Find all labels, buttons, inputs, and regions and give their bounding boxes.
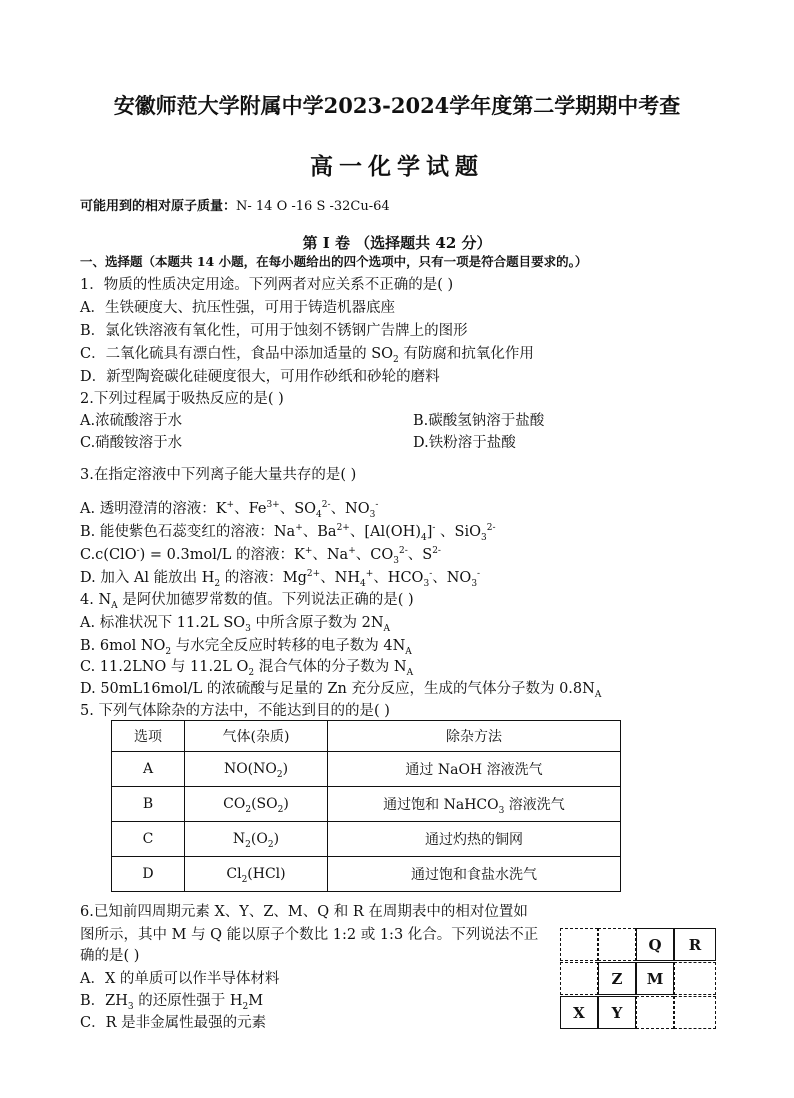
- q6-option-b: B．$ZH_3$ 的还原性强于 $H_2M$: [80, 993, 264, 1012]
- q3-option-d: D. 加入 Al 能放出 $H_2$ 的溶液：$Mg^{2+}$、$NH_4^+$、$HCO_3^-$、$NO_3^-$: [80, 569, 481, 589]
- section-heading: 第 I 卷 （选择题共 42 分）: [302, 234, 492, 252]
- q1-option-b: B．氯化铁溶液有氧化性，可用于蚀刻不锈钢广告牌上的图形: [80, 323, 468, 339]
- pt-cell-z: Z: [598, 962, 636, 995]
- q1-option-d: D．新型陶瓷碳化硅硬度很大，可用作砂纸和砂轮的磨料: [80, 369, 440, 385]
- q4-option-b: B. 6mol $NO_2$ 与水完全反应时转移的电子数为 $4N_A$: [80, 638, 412, 657]
- q4-option-d: D. 50mL16mol/L 的浓硫酸与足量的 Zn 充分反应，生成的气体分子数为 $0.8N_A$: [80, 681, 602, 700]
- table-cell: $N_2(O_2)$: [185, 822, 328, 857]
- atomic-mass-label: 可能用到的相对原子质量：: [80, 199, 237, 214]
- q4-stem: 4. $N_A$ 是阿伏加德罗常数的值。下列说法正确的是( ): [80, 592, 414, 611]
- pt-empty-cell: [674, 996, 716, 1029]
- pt-cell-r: R: [674, 928, 716, 961]
- table-row: [112, 787, 621, 822]
- q4-option-c: C. 11.2LNO 与 11.2L $O_2$ 混合气体的分子数为 $N_A$: [80, 659, 414, 678]
- pt-cell-m: M: [636, 962, 674, 995]
- table-header-row: [112, 721, 621, 752]
- q1-c-sub: 2: [393, 354, 399, 365]
- table-header-cell: 气体(杂质): [185, 721, 328, 752]
- pt-empty-cell: [598, 928, 636, 961]
- table-row: [112, 752, 621, 787]
- pt-cell-y: Y: [598, 996, 636, 1029]
- page-title: 安徽师范大学附属中学2023-2024学年度第二学期期中考查: [113, 93, 681, 118]
- table-cell: C: [112, 822, 185, 857]
- q3-stem: 3.在指定溶液中下列离子能大量共存的是( ): [80, 467, 357, 483]
- q6-option-c: C．R 是非金属性最强的元素: [80, 1015, 267, 1031]
- q1-c-text-2: 有防腐和抗氧化作用: [398, 346, 534, 362]
- table-row: [112, 857, 621, 892]
- pt-cell-x: X: [560, 996, 598, 1029]
- q1-option-c: [80, 345, 534, 363]
- q2-stem: 2.下列过程属于吸热反应的是( ): [80, 391, 284, 407]
- atomic-mass-values: N- 14 O -16 S -32Cu-64: [236, 199, 390, 214]
- pt-empty-cell: [560, 962, 598, 995]
- q5-table: [111, 720, 621, 892]
- pt-empty-cell: [636, 996, 674, 1029]
- pt-cell-q: Q: [636, 928, 674, 961]
- table-header-cell: 除杂方法: [328, 721, 621, 752]
- q1-c-text: C．二氧化硫具有漂白性，食品中添加适量的 SO: [80, 346, 394, 362]
- table-cell: 通过 NaOH 溶液洗气: [328, 752, 621, 787]
- table-cell: B: [112, 787, 185, 822]
- atomic-mass-line: [80, 198, 390, 216]
- q3-option-b: B. 能使紫色石蕊变红的溶液：Na+、$Ba^{2+}$、$[Al(OH)_4]^-$ 、SiO$_3^{2-}$: [80, 523, 496, 543]
- q3-option-a: A. 透明澄清的溶液：K+、$Fe^{3+}$、$SO_4^{2-}$、$NO_3^-$: [80, 500, 379, 520]
- q2-option-d: D.铁粉溶于盐酸: [413, 435, 516, 451]
- q6-stem-line1: 6.已知前四周期元素 X、Y、Z、M、Q 和 R 在周期表中的相对位置如: [80, 904, 528, 920]
- table-cell: 通过灼热的铜网: [328, 822, 621, 857]
- q6-stem-line3: 确的是( ): [80, 948, 140, 964]
- pt-empty-cell: [560, 928, 598, 961]
- q2-option-a: A.浓硫酸溶于水: [80, 413, 183, 429]
- table-cell: 通过饱和 NaHCO$_3$ 溶液洗气: [328, 787, 621, 822]
- q1-option-a: A．生铁硬度大、抗压性强，可用于铸造机器底座: [80, 300, 395, 316]
- pt-empty-cell: [674, 962, 716, 995]
- page-subtitle: 高一化学试题: [310, 153, 484, 180]
- table-row: [112, 822, 621, 857]
- q2-option-c: C.硝酸铵溶于水: [80, 435, 183, 451]
- table-cell: $CO_2(SO_2)$: [185, 787, 328, 822]
- table-cell: D: [112, 857, 185, 892]
- q6-stem-line2: 图所示，其中 M 与 Q 能以原子个数比 1:2 或 1:3 化合。下列说法不正: [80, 927, 539, 943]
- q5-stem: 5. 下列气体除杂的方法中，不能达到目的的是( ): [80, 703, 390, 719]
- table-cell: 通过饱和食盐水洗气: [328, 857, 621, 892]
- table-header-cell: 选项: [112, 721, 185, 752]
- table-cell: A: [112, 752, 185, 787]
- q6-option-a: A．X 的单质可以作半导体材料: [80, 971, 280, 987]
- q2-option-b: B.碳酸氢钠溶于盐酸: [413, 413, 545, 429]
- section-instruction: 一、选择题（本题共 14 小题，在每小题给出的四个选项中，只有一项是符合题目要求的。）: [80, 254, 588, 269]
- table-cell: $NO(NO_2)$: [185, 752, 328, 787]
- table-cell: $Cl_2(HCl)$: [185, 857, 328, 892]
- periodic-table-fragment: [560, 928, 717, 1031]
- q3-option-c: C.c(ClO-) = 0.3mol/L 的溶液：K+、Na+、$CO_3^{2-}$、$S^{2-}$: [80, 546, 441, 566]
- q1-stem: 1．物质的性质决定用途。下列两者对应关系不正确的是( ): [80, 277, 454, 293]
- q4-option-a: A. 标准状况下 11.2L $SO_3$ 中所含原子数为 $2N_A$: [80, 615, 391, 634]
